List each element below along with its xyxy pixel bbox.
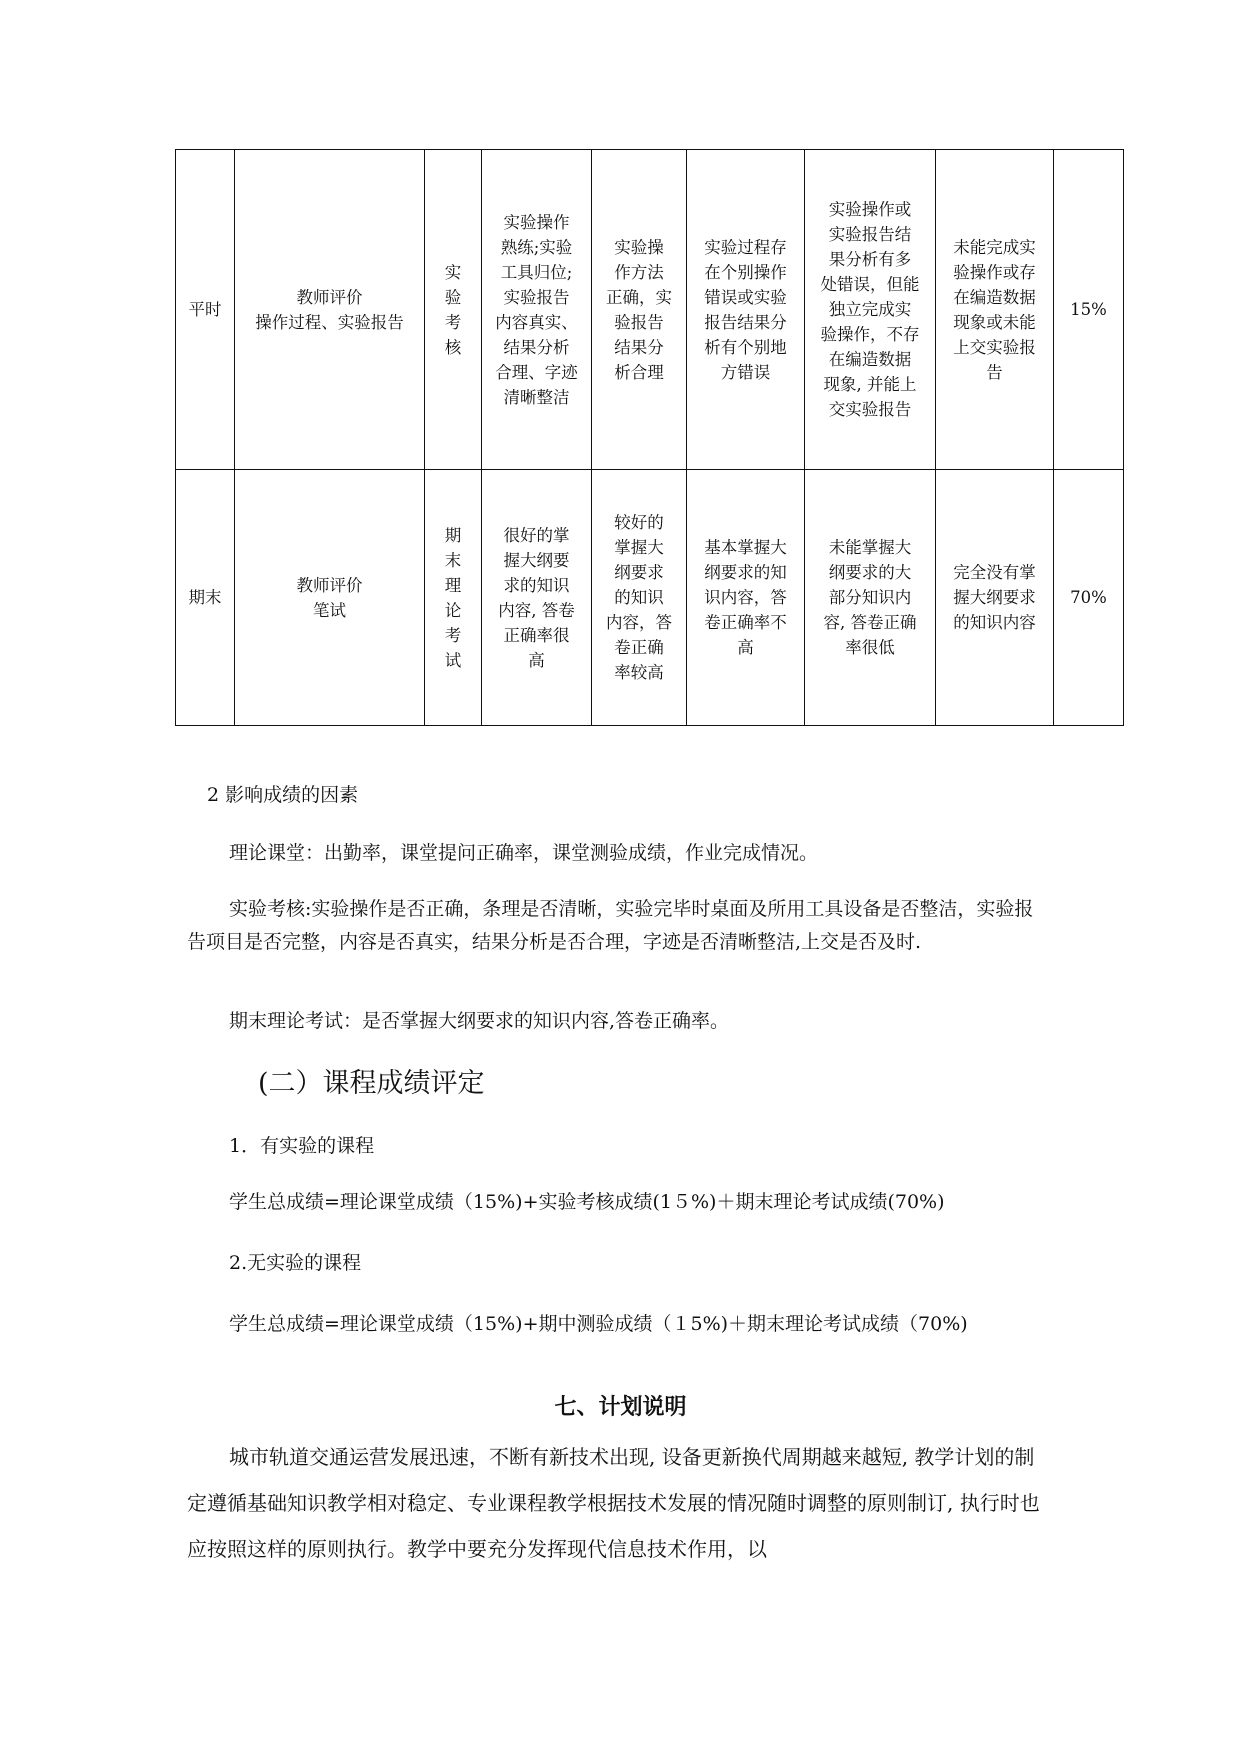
weight-cell: 70% [1054,470,1124,726]
table-row [176,150,1124,470]
formula-text: 学生总成绩=理论课堂成绩（15%)+实验考核成绩(1５%)＋期末理论考试成绩(70%) [229,1191,945,1213]
evaluator-cell: 教师评价 操作过程、实验报告 [235,150,425,470]
level-b-cell: 较好的 掌握大 纲要求 的知识 内容，答 卷正确 率较高 [592,470,687,726]
period-cell: 期末 [176,470,235,726]
level-c-cell: 实验过程存 在个别操作 错误或实验 报告结果分 析有个别地 方错误 [687,150,805,470]
section-title: 2 影响成绩的因素 [207,784,359,806]
level-a-cell: 实验操作 熟练;实验 工具归位; 实验报告 内容真实、 结果分析 合理、字迹 清晰整洁 [482,150,592,470]
level-a-cell: 很好的掌 握大纲要 求的知识 内容, 答卷 正确率很 高 [482,470,592,726]
table-row [176,470,1124,726]
level-d-cell: 未能掌握大 纲要求的大 部分知识内 容, 答卷正确 率很低 [805,470,936,726]
paragraph-lab: 实验考核:实验操作是否正确，条理是否清晰，实验完毕时桌面及所用工具设备是否整洁，实验报告项目是否完整，内容是否真实，结果分析是否合理，字迹是否清晰整洁,上交是否及时. [187,898,1034,953]
period-cell: 平时 [176,150,235,470]
item-title: 2.无实验的课程 [229,1252,362,1274]
evaluator-cell: 教师评价 笔试 [235,470,425,726]
formula-text: 学生总成绩=理论课堂成绩（15%)+期中测验成绩（１5%)＋期末理论考试成绩（70%) [229,1313,968,1335]
subheading: (二）课程成绩评定 [258,1068,485,1099]
plan-paragraph: 城市轨道交通运营发展迅速，不断有新技术出现, 设备更新换代周期越来越短, 教学计划的制定遵循基础知识教学相对稳定、专业课程教学根据技术发展的情况随时调整的原则制订, 执行时也应按照这样的原则执行。教学中要充分发挥现代信息技术作用，以 [187,1445,1040,1561]
item-cell: 实 验 考 核 [425,150,482,470]
item-title: 1．有实验的课程 [229,1135,375,1157]
assessment-table [175,149,1124,726]
level-d-cell: 实验操作或 实验报告结 果分析有多 处错误，但能 独立完成实 验操作，不存 在编造数据 现象, 并能上 交实验报告 [805,150,936,470]
paragraph-final: 期末理论考试：是否掌握大纲要求的知识内容,答卷正确率。 [229,1010,730,1032]
item-cell: 期 末 理 论 考 试 [425,470,482,726]
level-e-cell: 未能完成实 验操作或存 在编造数据 现象或未能 上交实验报 告 [936,150,1054,470]
section-heading: 七、计划说明 [554,1394,687,1420]
level-b-cell: 实验操 作方法 正确，实 验报告 结果分 析合理 [592,150,687,470]
paragraph-theory: 理论课堂：出勤率，课堂提问正确率，课堂测验成绩，作业完成情况。 [229,842,819,864]
level-c-cell: 基本掌握大 纲要求的知 识内容，答 卷正确率不 高 [687,470,805,726]
level-e-cell: 完全没有掌 握大纲要求 的知识内容 [936,470,1054,726]
weight-cell: 15% [1054,150,1124,470]
